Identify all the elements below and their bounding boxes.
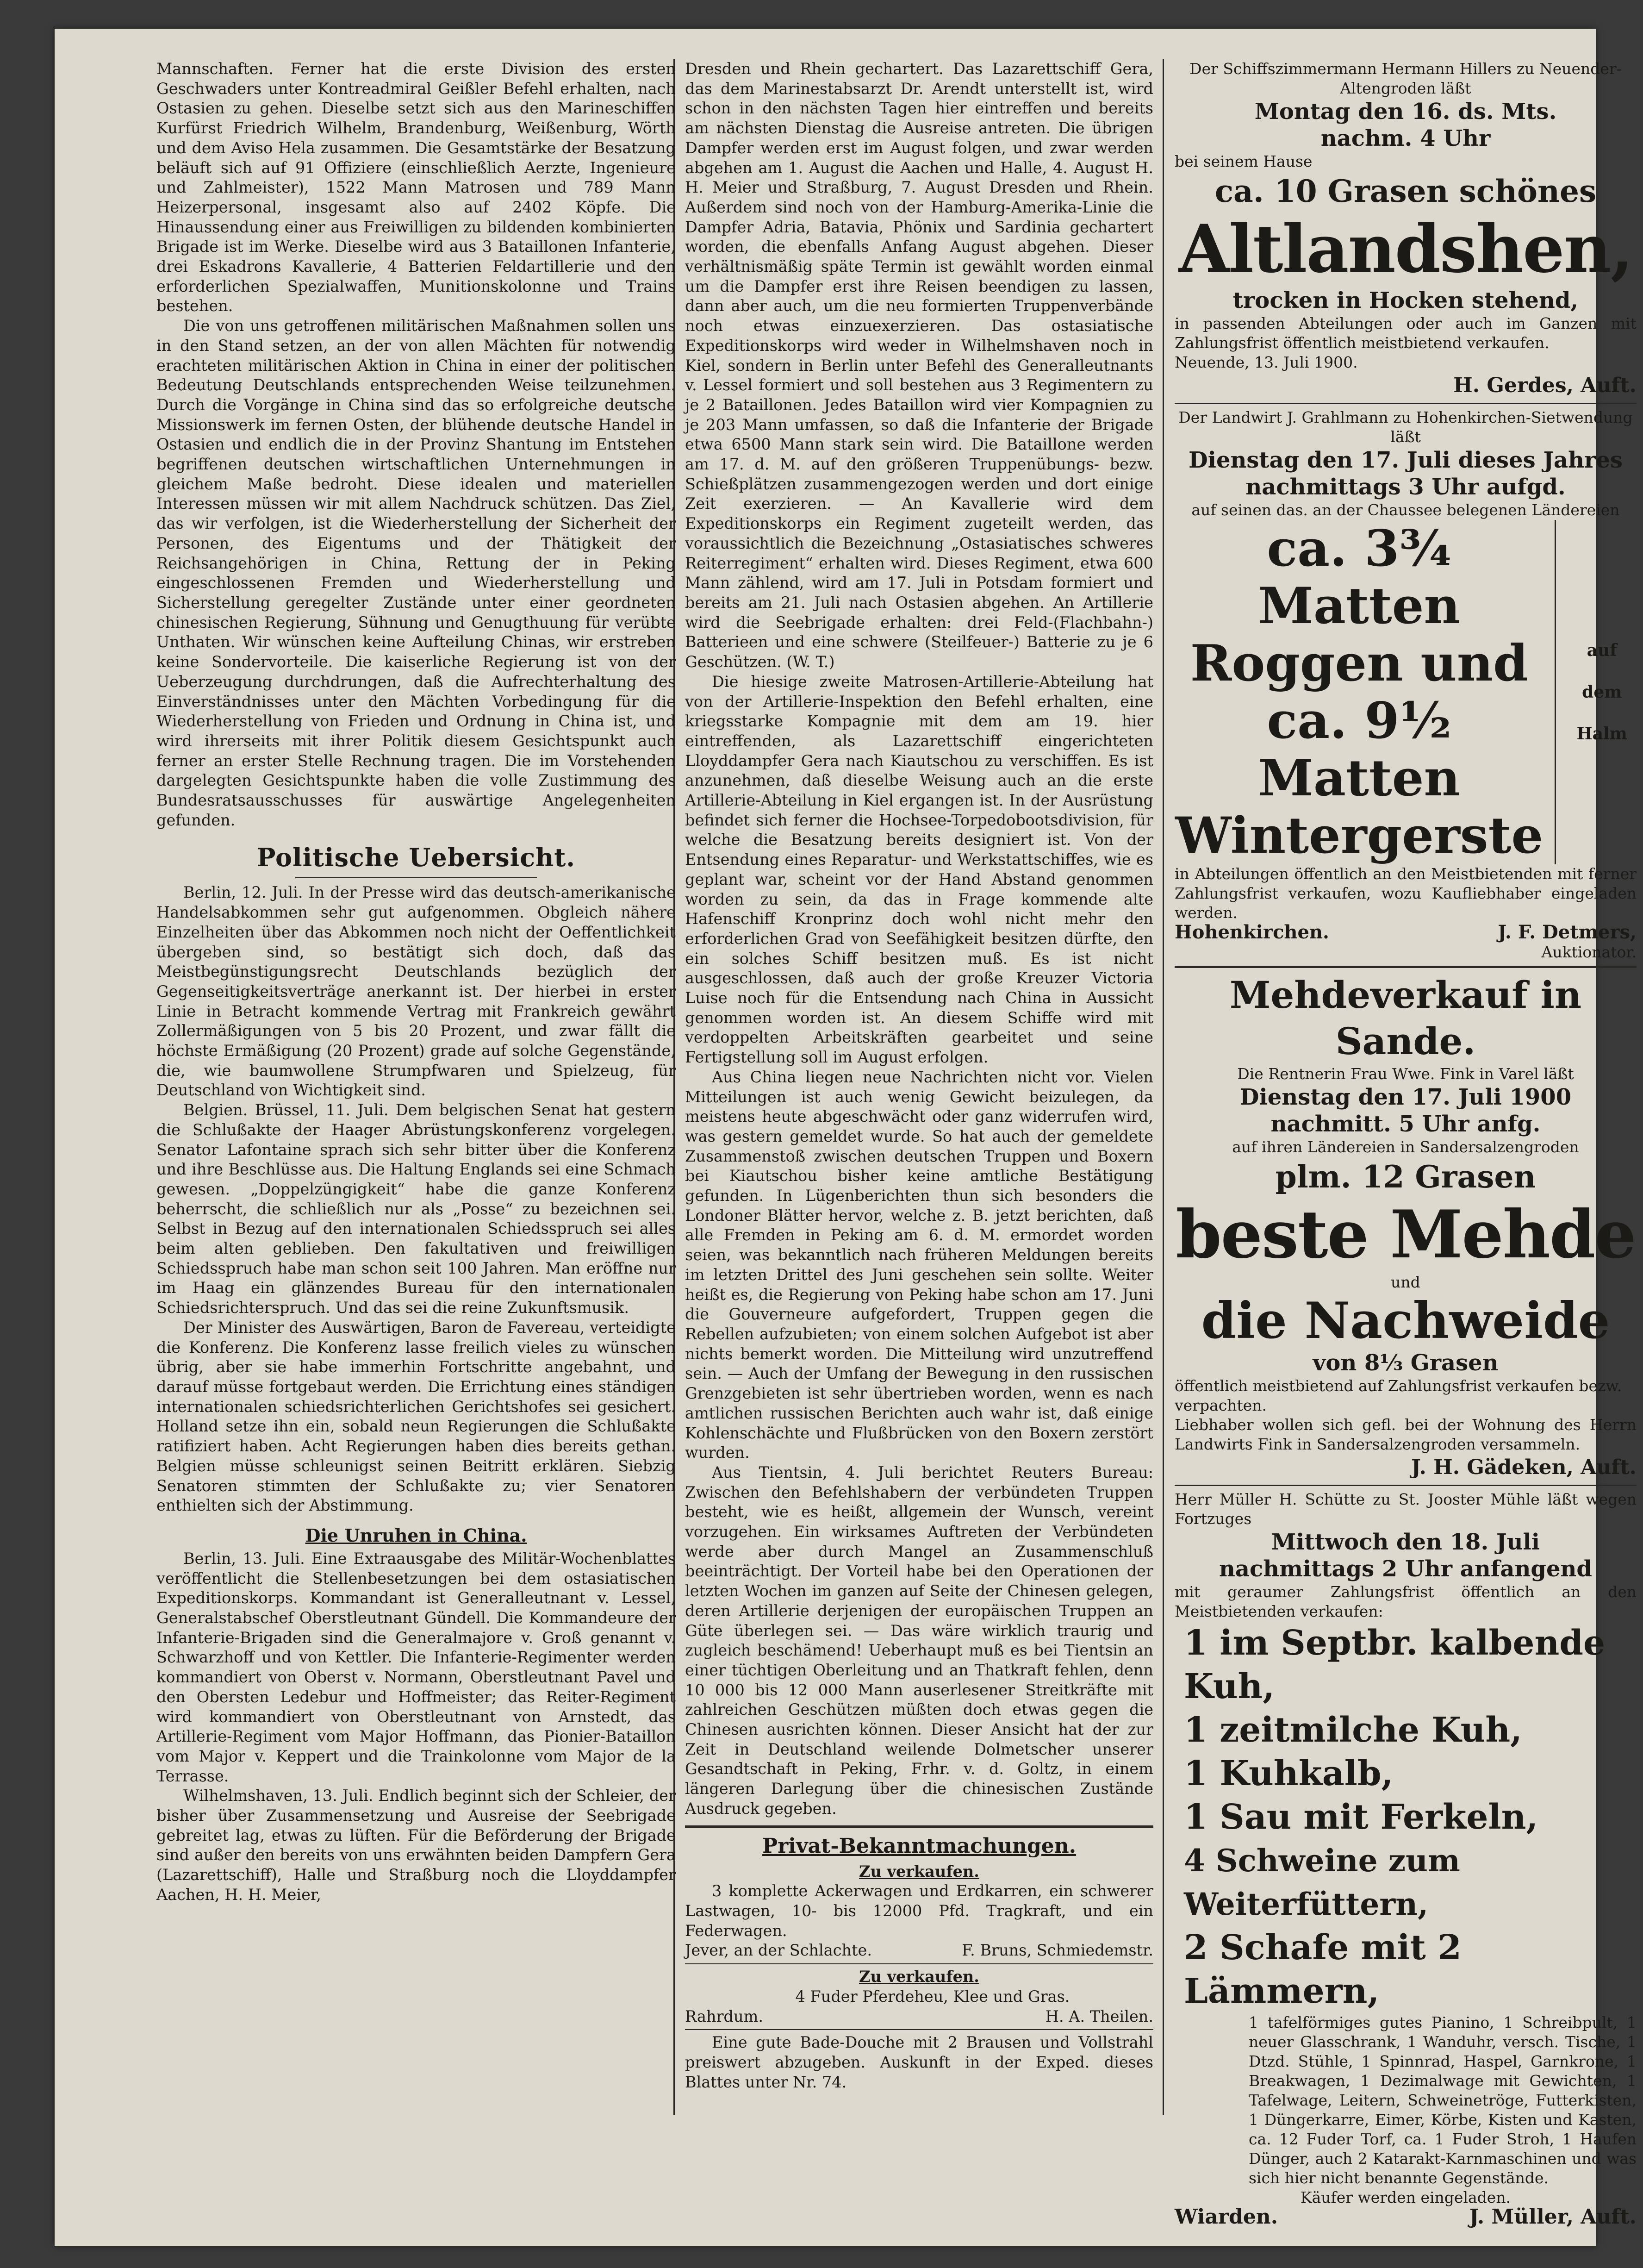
article-paragraph: Wilhelmshaven, 13. Juli. Endlich beginnt sich der Schleier, der bisher über Zusammensetzung und Ausreise der Seebrigade gebreitet lag, etwas zu lüften. Für die Beförderung der Brigade sind außer den bereits von uns erwähnten beiden Dampfern Gera (Lazarettschiff), Halle und Straßburg noch die Lloyddampfer Aachen, H. H. Meier,	[156, 1787, 676, 1904]
ad-text: Die Rentnerin Frau Wwe. Fink in Varel läßt	[1237, 1064, 1574, 1083]
newspaper-page	[55, 29, 1637, 2246]
ad-text: Herr Müller H. Schütte zu St. Jooster Mühle läßt wegen Fortzuges	[1175, 1490, 1637, 1528]
ad-name: H. Gerdes, Auft.	[1453, 374, 1637, 397]
offer-line: Wintergerste	[1175, 806, 1543, 865]
offer-list	[1175, 520, 1556, 864]
ad-date: Montag den 16. ds. Mts.	[1254, 99, 1557, 125]
auction-ad-altlandsheu	[1175, 59, 1637, 399]
divider	[1175, 966, 1637, 968]
article-paragraph: Mannschaften. Ferner hat die erste Division des ersten Geschwaders unter Kontreadmiral Geißler Befehl erhalten, nach Ostasien zu gehen. Dieselbe setzt sich aus den Marineschiffen Kurfürst Friedrich Wilhelm, Brandenburg, Weißenburg, Wörth und dem Aviso Hela zusammen. Die Gesamtstärke der Besatzung beläuft sich auf 91 Offiziere (einschließlich Aerzte, Ingenieure und Zahlmeister), 1522 Mann Matrosen und 789 Mann Heizerpersonal, insgesamt also auf 2402 Köpfe. Die Hinaussendung einer aus Freiwilligen zu bildenden kombinierten Brigade ist im Werke. Dieselbe wird aus 3 Bataillonen Infanterie, drei Eskadrons Kavallerie, 4 Batterien Feldartillerie und den erforderlichen Spezialwaffen, Munitionskolonne und Trains bestehen.	[156, 60, 676, 315]
divider	[1175, 1485, 1637, 1486]
ad-offer-block	[1175, 520, 1637, 864]
ad-place: Rahrdum.	[685, 2007, 763, 2025]
ad-text: auf ihren Ländereien in Sandersalzengroden	[1232, 1137, 1579, 1156]
ad-date: Dienstag den 17. Juli dieses Jahres	[1189, 447, 1623, 473]
divider	[685, 1963, 1153, 1964]
ad-signature	[685, 2007, 1153, 2027]
ad-text: öffentlich meistbietend auf Zahlungsfrist verkaufen bezw. verpachten.	[1175, 1376, 1622, 1414]
article-paragraph: Belgien. Brüssel, 11. Juli. Dem belgischen Senat hat gestern die Schlußakte der Haager Abrüstungskonferenz vorgelegen. Senator Lafontaine sprach sich sehr bitter über die Konferenz und ihre Beschlüsse aus. Die Haltung Englands sei eine Schmach gewesen. „Doppelzüngigkeit“ habe die ganze Konferenz beherrscht, die schließlich nur als „Posse“ zu bezeichnen sei. Selbst in Bezug auf den internationalen Schiedsspruch sei alles beim alten geblieben. Den fakultativen und freiwilligen Schiedsspruch habe man schon seit 100 Jahren. Man eröffne nur im Haag ein glänzendes Bureau für den internationalen Schiedsrichterspruch. Und das sei die reine Zukunftsmusik.	[156, 1101, 676, 1317]
ad-headline-large: beste Mehde	[1176, 1196, 1636, 1273]
divider	[295, 877, 537, 878]
ad-signature	[685, 1941, 1153, 1961]
ad-role: Auktionator.	[1541, 943, 1637, 961]
auction-ad-mueller	[1175, 1490, 1637, 2227]
article-paragraph: Der Minister des Auswärtigen, Baron de Favereau, verteidigte die Konferenz. Die Konferenz lasse freilich vieles zu wünschen übrig, aber sie habe immerhin Fortschritte angebahnt, und darauf müsse fortgebaut werden. Die Errichtung eines ständigen internationalen schiedsrichterlichen Gerichtshofes sei gesichert. Holland setze ihn ein, sobald neun Regierungen die Schlußakte ratifiziert haben. Acht Regierungen haben dies bereits gethan. Belgien müsse schleunigst seinen Beitritt erklären. Siebzig Senatoren stimmten der Schlußakte zu; vier Senatoren enthielten sich der Abstimmung.	[156, 1318, 676, 1515]
section-title: Politische Uebersicht.	[256, 843, 576, 873]
offer-note-line: auf dem	[1582, 641, 1622, 702]
sale-item: 1 zeitmilche Kuh,	[1184, 1710, 1522, 1750]
ad-text: in Abteilungen öffentlich an den Meistbietenden mit ferner Zahlungsfrist verkaufen, wozu Kaufliebhaber eingeladen werden.	[1175, 865, 1637, 922]
ad-text: 1 tafelförmiges gutes Pianino, 1 Schreibpult, 1 neuer Glasschrank, 1 Wanduhr, versch. Tische, 1 Dtzd. Stühle, 1 Spinnrad, Haspel, Garnkrone, 1 Breakwagen, 1 Dezimalwage mit Gewichten, 1 Tafelwage, Leitern, Schweinetröge, Futterkisten, 1 Düngerkarre, Eimer, Körbe, Kisten und Kasten, ca. 12 Fuder Torf, ca. 1 Fuder Stroh, 1 Haufen Dünger, auch 2 Katarakt-Karnmaschinen und was sich hier nicht benannte Gegenstände.	[1249, 2013, 1637, 2187]
ad-time: nachmitt. 5 Uhr anfg.	[1270, 1111, 1541, 1137]
sale-item: 1 Sau mit Ferkeln,	[1184, 1797, 1538, 1837]
article-paragraph: Die von uns getroffenen militärischen Maßnahmen sollen uns in den Stand setzen, an der von allen Mächten für notwendig erachteten militärischen Aktion in China in einer der politischen Bedeutung Deutschlands entsprechenden Weise teilzunehmen. Durch die Vorgänge in China sind das so erfolgreiche deutsche Missionswerk im fernen Osten, der blühende deutsche Handel in Ostasien und endlich die in der Provinz Shantung im Entstehen begriffenen deutschen wirtschaftlichen Unternehmungen in gleichem Maße bedroht. Diese idealen und materiellen Interessen müssen wir mit allem Nachdruck schützen. Das Ziel, das wir verfolgen, ist die Wiederherstellung der Sicherheit der Personen, des Eigentums und der Thätigkeit der Reichsangehörigen in China, Rettung der in Peking eingeschlossenen Fremden und Wiederherstellung und Sicherstellung geregelter Zustände unter einer geordneten chinesischen Regierung, Sühnung und Genugthuung für verübte Unthaten. Wir wünschen keine Aufteilung Chinas, wir erstreben keine Sondervorteile. Die kaiserliche Regierung ist von der Ueberzeugung durchdrungen, daß die Aufrechterhaltung des Einverständnisses unter den Mächten Vorbedingung für die Wiederherstellung von Frieden und Ordnung in China ist, und wird ihrerseits mit ihrer Politik diesem Gesichtspunkt auch ferner an erster Stelle Rechnung tragen. Die im Vorstehenden dargelegten Gesichtspunkte haben die volle Zustimmung des Bundesratsausschusses für auswärtige Angelegenheiten gefunden.	[156, 317, 676, 829]
article-paragraph: Berlin, 13. Juli. Eine Extraausgabe des Militär-Wochenblattes veröffentlicht die Stellenbesetzungen bei dem ostasiatischen Expeditionskorps. Kommandant ist Generalleutnant v. Lessel, Generalstabschef Oberstleutnant Gündell. Die Kommandeure der Infanterie-Brigaden sind die Generalmajore v. Groß genannt v. Schwarzhoff und von Kettler. Die Infanterie-Regimenter werden kommandiert von Oberst v. Normann, Oberstleutnant Pavel und den Obersten Ledebur und Hoffmeister; das Reiter-Regiment wird kommandiert von Oberstleutnant von Arnstedt, das Artillerie-Regiment vom Major Hoffmann, das Pionier-Bataillon vom Major v. Keppert und die Trainkolonne vom Major de la Terrasse.	[156, 1549, 676, 1785]
ad-text: Eine gute Bade-Douche mit 2 Brausen und Vollstrahl preiswert abzugeben. Auskunft in der Exped. dieses Blattes unter Nr. 74.	[685, 2033, 1153, 2091]
article-paragraph: Die hiesige zweite Matrosen-Artillerie-Abteilung hat von der Artillerie-Inspektion den Befehl erhalten, eine kriegsstarke Kompagnie mit dem am 19. hier eintreffenden, als Lazarettschiff eingerichteten Lloyddampfer Gera nach Kiautschou zu verschiffen. Es ist anzunehmen, daß dieselbe Weisung auch an die erste Artillerie-Abteilung in Kiel ergangen ist. In der Ausrüstung befindet sich ferner die Hochsee-Torpedobootsdivision, für welche die Besatzung bereits designiert ist. Von der Entsendung eines Reparatur- und Werkstattschiffes, wie es geplant war, scheint vor der Hand Abstand genommen worden zu sein, da das in Frage kommende alte Hafenschiff Kronprinz doch wohl nicht mehr den erforderlichen Grad von Seefähigkeit besitzen dürfte, den ein solches Schiff besitzen muß. Es ist nicht ausgeschlossen, daß auch der große Kreuzer Victoria Luise noch für die Entsendung nach China in Aussicht genommen worden ist. An diesem Schiffe wird mit verdoppelten Arbeitskräften gearbeitet und seine Fertigstellung soll im August erfolgen.	[685, 672, 1153, 1067]
ad-name: J. Müller, Auft.	[1469, 2205, 1637, 2229]
ad-signature	[1175, 923, 1637, 943]
column-2	[675, 59, 1164, 2115]
divider	[685, 1825, 1153, 1828]
ad-subline: trocken in Hocken stehend,	[1232, 287, 1579, 313]
ad-text: und	[1391, 1273, 1420, 1291]
ad-text: Liebhaber wollen sich gefl. bei der Wohnung des Herrn Landwirts Fink in Sandersalzengroden versammeln.	[1175, 1415, 1637, 1453]
ad-subline: von 8⅓ Grasen	[1313, 1350, 1499, 1376]
divider	[685, 2029, 1153, 2030]
column-3	[1164, 59, 1643, 2229]
ad-signature	[1175, 2207, 1637, 2227]
divider	[1175, 403, 1637, 404]
ad-place: Neuende, 13. Juli 1900.	[1175, 353, 1358, 371]
column-1	[156, 59, 676, 2115]
ad-headline-large: die Nachweide	[1201, 1291, 1610, 1350]
ad-name: J. H. Gädeken, Auft.	[1411, 1455, 1637, 1479]
ad-headline: ca. 10 Grasen schönes	[1214, 173, 1597, 209]
ad-text: Käufer werden eingeladen.	[1300, 2188, 1511, 2206]
offer-note	[1567, 630, 1637, 755]
ad-place: Jever, an der Schlachte.	[685, 1941, 872, 1960]
ad-heading: Zu verkaufen.	[859, 1862, 979, 1881]
private-announcements-title: Privat-Bekanntmachungen.	[762, 1834, 1077, 1858]
offer-line: ca. 9½ Matten	[1258, 692, 1460, 807]
ad-text: in passenden Abteilungen oder auch im Ganzen mit Zahlungsfrist öffentlich meistbietend verkaufen.	[1175, 314, 1637, 352]
ad-text: bei seinem Hause	[1175, 152, 1313, 170]
ad-date: Dienstag den 17. Juli 1900	[1239, 1084, 1572, 1110]
sale-item: 1 Kuhkalb,	[1184, 1753, 1394, 1793]
ad-headline: plm. 12 Grasen	[1275, 1158, 1536, 1195]
ad-time: nachm. 4 Uhr	[1320, 125, 1491, 151]
ad-text: auf seinen das. an der Chaussee belegenen Ländereien	[1191, 501, 1620, 519]
ad-heading: Zu verkaufen.	[859, 1968, 979, 1986]
article-paragraph: Berlin, 12. Juli. In der Presse wird das deutsch-amerikanische Handelsabkommen sehr gut aufgenommen. Obgleich nähere Einzelheiten über das Abkommen noch nicht der Oeffentlichkeit übergeben sind, so bestätigt sich doch, daß das Meistbegünstigungsrecht Deutschlands bezüglich der Gegenseitigkeitsverträge anerkannt ist. Der hierbei in erster Linie in Betracht kommende Vertrag mit Frankreich gewährt Zollermäßigungen von 5 bis 20 Prozent, und zwar fällt die höchste Ermäßigung (20 Prozent) grade auf solche Gegenstände, die, wie baumwollene Strumpfwaren und Spielzeug, für Deutschland von Wichtigkeit sind.	[156, 883, 676, 1100]
article-paragraph: Aus Tientsin, 4. Juli berichtet Reuters Bureau: Zwischen den Befehlshabern der verbündeten Truppen besteht, wie es heißt, allgemein der Wunsch, vereint vorzugehen. Ein wirksames Auftreten der Verbündeten werde aber durch Mangel an Zusammenschluß beeinträchtigt. Der Vorteil habe bei den Operationen der letzten Wochen im ganzen auf Seite der Chinesen gelegen, deren Artillerie derjenigen der europäischen Truppen an Güte überlegen sei. — Das wäre wirklich traurig und zugleich beschämend! Ueberhaupt muß es bei Tientsin an einer tüchtigen Oberleitung und an Thatkraft fehlen, denn 10 000 bis 12 000 Mann auserlesener Streitkräfte mit zahlreichen Geschützen müßten doch etwas gegen die Chinesen ausrichten können. Dieser Ansicht hat der zur Zeit in Deutschland weilende Dolmetscher unserer Gesandtschaft in Peking, Frhr. v. d. Goltz, in einem längeren Darlegung über die chinesischen Zustände Ausdruck gegeben.	[685, 1463, 1153, 1818]
ad-place: Wiarden.	[1175, 2205, 1278, 2229]
offer-note-line: Halm	[1576, 724, 1627, 744]
ad-text: 4 Fuder Pferdeheu, Klee und Gras.	[795, 1987, 1070, 2006]
subsection-title: Die Unruhen in China.	[305, 1524, 527, 1546]
ad-date: Mittwoch den 18. Juli	[1271, 1529, 1540, 1555]
sale-item: 2 Schafe mit 2 Lämmern,	[1184, 1927, 1462, 2011]
classified-ad	[685, 1862, 1153, 1961]
ad-time: nachmittags 2 Uhr anfangend	[1219, 1556, 1592, 1582]
ad-place: Hohenkirchen.	[1175, 921, 1329, 943]
ad-text: Der Landwirt J. Grahlmann zu Hohenkirchen-Sietwendung läßt	[1178, 408, 1633, 446]
ad-text: mit geraumer Zahlungsfrist öffentlich an den Meistbietenden verkaufen:	[1175, 1582, 1637, 1620]
ad-title: Mehdeverkauf in Sande.	[1229, 973, 1582, 1063]
offer-line: Roggen und	[1190, 634, 1528, 693]
ad-name: J. F. Detmers,	[1498, 921, 1637, 943]
auction-ad-mehde	[1175, 972, 1637, 1481]
ad-text: 3 komplette Ackerwagen und Erdkarren, ein schwerer Lastwagen, 10- bis 12000 Pfd. Tragkraft, und ein Federwagen.	[685, 1882, 1153, 1940]
ad-name: H. A. Theilen.	[1045, 2007, 1153, 2025]
classified-ad	[685, 1967, 1153, 2026]
sale-item: 4 Schweine zum Weiterfüttern,	[1184, 1842, 1460, 1922]
ad-text: Der Schiffszimmermann Hermann Hillers zu Neuender-Altengroden läßt	[1189, 60, 1622, 97]
auction-ad-roggen	[1175, 408, 1637, 962]
ad-headline-large: Altlandshen,	[1178, 211, 1633, 287]
article-paragraph: Aus China liegen neue Nachrichten nicht vor. Vielen Mitteilungen ist auch wenig Gewicht beizulegen, da meistens heute abgeschwächt oder ganz widerrufen wird, was gestern gemeldet wurde. So hat auch der gemeldete Zusammenstoß zwischen deutschen Truppen und Boxern bei Kiautschou bisher keine amtliche Bestätigung gefunden. In Lügenberichten thun sich besonders die Londoner Blätter hervor, welche z. B. jetzt berichten, daß alle Fremden in Peking am 6. d. M. ermordet worden seien, was bekanntlich nach früheren Meldungen bereits im letzten Drittel des Juni geschehen sein sollte. Weiter heißt es, die Regierung von Peking habe schon am 17. Juni die Gouverneure aufgefordert, Truppen gegen die Rebellen aufzubieten; von einem solchen Aufgebot ist aber nichts bemerkt worden. Die Mitteilung wird unzutreffend sein. — Auch der Umfang der Bewegung in den russischen Grenzgebieten ist sehr übertrieben worden, wenn es nach amtlichen russischen Berichten auch wahr ist, daß einige Kohlenschächte und Flußbrücken von den Boxern zerstört wurden.	[685, 1068, 1153, 1462]
sale-item: 1 im Septbr. kalbende Kuh,	[1184, 1623, 1606, 1706]
article-paragraph: Dresden und Rhein gechartert. Das Lazarettschiff Gera, das dem Marinestabsarzt Dr. Arendt unterstellt ist, wird schon in den nächsten Tagen hier eintreffen und bereits am nächsten Dienstag die Ausreise antreten. Die übrigen Dampfer werden erst im August folgen, und zwar werden abgehen am 1. August die Aachen und Halle, 4. August H. H. Meier und Straßburg, 7. August Dresden und Rhein. Außerdem sind noch von der Hamburg-Amerika-Linie die Dampfer Adria, Batavia, Phönix und Sardinia gechartert worden, die ebenfalls Anfang August abgehen. Dieser verhältnismäßig späte Termin ist gewählt worden einmal um die Dampfer erst ihre Reisen beendigen zu lassen, dann aber auch, um die neu formierten Truppenverbände noch etwas einzuexerzieren. Das ostasiatische Expeditionskorps wird weder in Wilhelmshaven noch in Kiel, sondern in Berlin unter Befehl des Generalleutnants v. Lessel formiert und soll bestehen aus 3 Regimentern zu je 2 Bataillonen. Jedes Bataillon wird vier Kompagnien zu je 203 Mann umfassen, so daß die Infanterie der Brigade etwa 6500 Mann stark sein wird. Die Bataillone werden am 17. d. M. auf den größeren Truppenübungs- bezw. Schießplätzen zusammengezogen werden und dort einige Zeit exerzieren. — An Kavallerie wird dem Expeditionskorps ein Regiment zugeteilt werden, das voraussichtlich die Bezeichnung „Ostasiatisches schweres Reiterregiment“ erhalten wird. Dieses Regiment, etwa 600 Mann zählend, wird am 17. Juli in Potsdam formiert und bereits am 21. Juli nach Ostasien abgehen. An Artillerie wird die Seebrigade erhalten: drei Feld-(Flachbahn-) Batterieen und eine schwere (Steilfeuer-) Batterie zu je 6 Geschützen. (W. T.)	[685, 60, 1153, 671]
offer-line: ca. 3¾ Matten	[1258, 519, 1460, 635]
ad-name: F. Bruns, Schmiedemstr.	[962, 1941, 1153, 1960]
ad-time: nachmittags 3 Uhr aufgd.	[1245, 474, 1566, 500]
